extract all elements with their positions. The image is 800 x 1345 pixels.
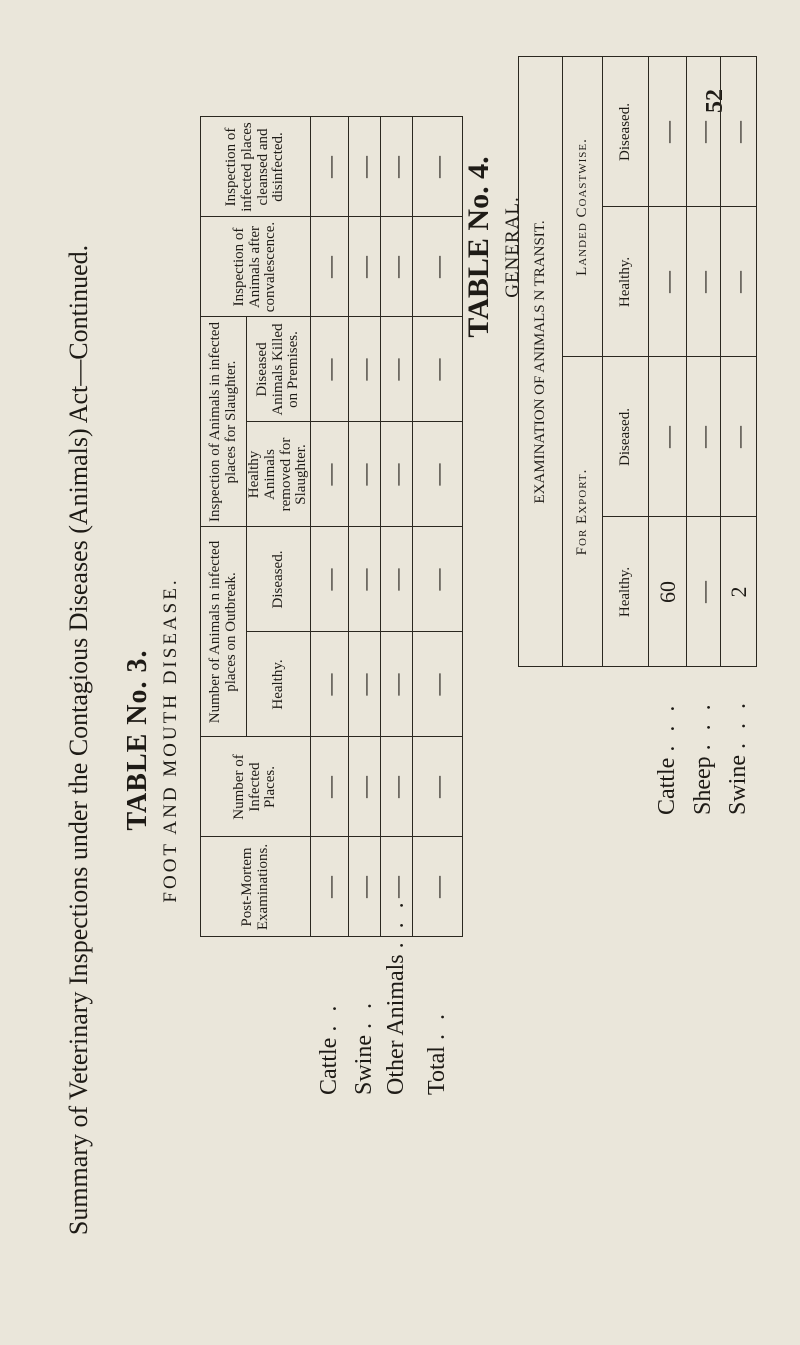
table-cell: —: [349, 217, 381, 317]
table4-subtitle: GENERAL.: [502, 196, 523, 298]
leader-dots: . . .: [382, 898, 409, 949]
table-cell: —: [311, 117, 349, 217]
table-cell: —: [349, 737, 381, 837]
table-cell: —: [649, 57, 687, 207]
table-cell: —: [721, 207, 757, 357]
header-slaughter-diseased: Diseased Animals Killed on Premises.: [247, 317, 311, 422]
table-cell: —: [349, 527, 381, 632]
table-cell: —: [721, 357, 757, 517]
header-coast-diseased: Diseased.: [603, 57, 649, 207]
table3-title: TABLE No. 3.: [122, 649, 153, 831]
row-label: Cattle: [653, 757, 680, 815]
table-cell: —: [721, 57, 757, 207]
table-row: [687, 57, 721, 817]
header-export-diseased: Diseased.: [603, 357, 649, 517]
table3-subtitle: FOOT AND MOUTH DISEASE.: [160, 577, 181, 903]
table-cell: —: [381, 527, 413, 632]
header-infected-places: Number of Infected Places.: [201, 737, 311, 837]
table-cell: —: [349, 632, 381, 737]
row-label: Swine: [350, 1035, 377, 1095]
table-cell: —: [413, 837, 463, 937]
header-disinfected: Inspection of infected places cleansed and disinfected.: [201, 117, 311, 217]
header-for-export: For Export.: [563, 357, 603, 667]
table-row: [649, 57, 687, 817]
table-cell: —: [311, 737, 349, 837]
table-cell: —: [649, 207, 687, 357]
row-label: Sheep: [689, 756, 716, 815]
table-cell: —: [687, 517, 721, 667]
table-cell: —: [413, 117, 463, 217]
header-outbreak-group: Number of Animals n infected places on Outbreak.: [201, 527, 247, 737]
page-number: 52: [702, 89, 728, 113]
table4-general: [518, 56, 757, 817]
table-cell: —: [413, 632, 463, 737]
table-cell: —: [381, 632, 413, 737]
table-cell: —: [381, 837, 413, 937]
header-slaughter-healthy: Healthy Animals removed for Slaughter.: [247, 422, 311, 527]
leader-dots: . . .: [689, 700, 716, 751]
table-cell: —: [381, 737, 413, 837]
table-cell: —: [413, 422, 463, 527]
table-row: [381, 117, 413, 1097]
table-cell: —: [381, 317, 413, 422]
row-label: Cattle: [315, 1037, 342, 1095]
table-cell: —: [311, 632, 349, 737]
leader-dots: . . .: [653, 701, 680, 752]
header-outbreak-healthy: Healthy.: [247, 632, 311, 737]
leader-dots: . .: [350, 999, 377, 1029]
header-outbreak-diseased: Diseased.: [247, 527, 311, 632]
table-cell: —: [349, 837, 381, 937]
table-row: [721, 57, 757, 817]
table-row: [349, 117, 381, 1097]
table-cell: —: [349, 317, 381, 422]
table-cell: —: [381, 117, 413, 217]
header-export-healthy: Healthy.: [603, 517, 649, 667]
table-cell: —: [311, 317, 349, 422]
table-cell: 2: [721, 517, 757, 667]
table-row: [413, 117, 463, 1097]
header-transit: EXAMINATION OF ANIMALS N TRANSIT.: [519, 57, 563, 667]
table4-corner: [519, 667, 649, 817]
header-convalescence: Inspection of Animals after convalescence.: [201, 217, 311, 317]
table-cell: —: [687, 57, 721, 207]
table3-foot-and-mouth: [200, 117, 463, 1098]
table-cell: —: [687, 207, 721, 357]
table-cell: —: [349, 422, 381, 527]
table-cell: —: [311, 527, 349, 632]
header-landed-coastwise: Landed Coastwise.: [563, 57, 603, 357]
header-slaughter-group: Inspection of Animals in infected places for Slaughter.: [201, 317, 247, 527]
table-cell: —: [311, 837, 349, 937]
table-cell: —: [311, 217, 349, 317]
table-cell: —: [687, 357, 721, 517]
row-label: Other Animals: [382, 954, 409, 1095]
table4-title: TABLE No. 4.: [462, 156, 495, 338]
row-label: Swine: [724, 755, 751, 815]
table-cell: —: [381, 422, 413, 527]
leader-dots: . . .: [724, 699, 751, 749]
table3-corner: [201, 937, 311, 1097]
table-row: [311, 117, 349, 1097]
row-label: Total: [423, 1046, 450, 1095]
leader-dots: . .: [423, 1010, 450, 1041]
table-cell: —: [649, 357, 687, 517]
header-coast-healthy: Healthy.: [603, 207, 649, 357]
summary-title: Summary of Veterinary Inspections under the Contagious Diseases (Animals) Act—Continued.: [64, 244, 93, 1236]
table-cell: —: [349, 117, 381, 217]
leader-dots: . .: [315, 1001, 342, 1032]
table-cell: 60: [649, 517, 687, 667]
table-cell: —: [413, 217, 463, 317]
table-cell: —: [381, 217, 413, 317]
table-cell: —: [413, 527, 463, 632]
table-cell: —: [311, 422, 349, 527]
header-post-mortem: Post-Mortem Examinations.: [201, 837, 311, 937]
table-cell: —: [413, 317, 463, 422]
table-cell: —: [413, 737, 463, 837]
